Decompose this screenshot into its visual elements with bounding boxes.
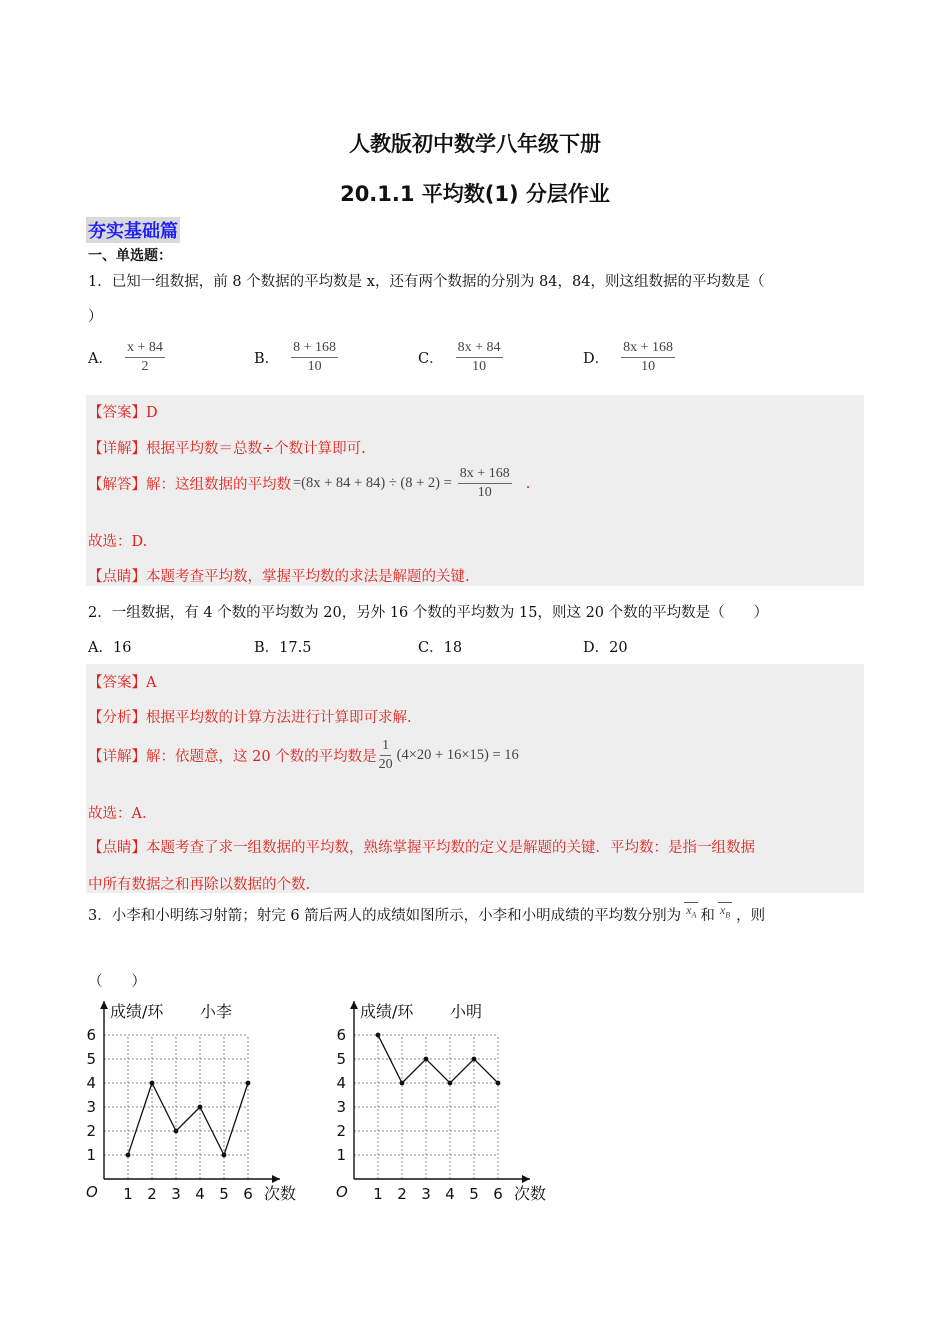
data-point — [496, 1081, 501, 1086]
q1-solution-prefix: 【解答】解：这组数据的平均数 — [88, 477, 291, 493]
x-tick-label: 1 — [123, 1185, 133, 1203]
q2-detail-prefix: 【详解】解：依题意，这 20 个数的平均数是 — [88, 749, 377, 765]
q1-option-fraction — [456, 340, 503, 375]
fraction-denominator: 10 — [472, 359, 487, 374]
q2-answer-box — [86, 664, 864, 893]
q2-choose: 故选：A. — [88, 806, 147, 822]
q3-and: 和 — [700, 908, 715, 924]
data-point — [246, 1081, 251, 1086]
section-heading: 夯实基础篇 — [86, 217, 180, 243]
x-tick-label: 4 — [195, 1185, 205, 1203]
q2-option-a: A．16 — [88, 640, 132, 656]
y-tick-label: 1 — [336, 1146, 346, 1164]
q1-option-c — [418, 340, 503, 375]
y-tick-label: 3 — [336, 1098, 346, 1116]
data-point — [448, 1081, 453, 1086]
fraction-denominator: 10 — [641, 359, 656, 374]
y-tick-label: 5 — [336, 1050, 346, 1068]
q1-option-label: A． — [88, 351, 113, 367]
q1-option-label: C． — [418, 351, 444, 367]
fraction-numerator: 8x + 168 — [458, 466, 512, 484]
q1-solution-expr: =(8x + 84 + 84) ÷ (8 + 2) = — [293, 475, 452, 491]
q2-detail — [88, 738, 519, 773]
x-tick-label: 2 — [397, 1185, 407, 1203]
q2-detail-fraction — [379, 738, 393, 773]
fraction-denominator: 10 — [477, 485, 492, 500]
section-subheading: 一、单选题： — [88, 248, 172, 264]
data-point — [222, 1153, 227, 1158]
x-tick-label: 5 — [469, 1185, 479, 1203]
q1-solution-end: . — [525, 475, 531, 492]
y-tick-label: 6 — [86, 1026, 96, 1044]
origin-label: O — [86, 1183, 98, 1201]
y-tick-label: 1 — [86, 1146, 96, 1164]
q1-text: 1．已知一组数据，前 8 个数据的平均数是 x，还有两个数据的分别为 84，84，则这组数据的平均数是（ — [88, 274, 765, 290]
q1-solution — [88, 466, 530, 501]
data-point — [472, 1057, 477, 1062]
q1-comment: 【点睛】本题考查平均数，掌握平均数的求法是解题的关键. — [88, 569, 470, 585]
x-tick-label: 3 — [421, 1185, 431, 1203]
data-point — [376, 1033, 381, 1038]
q3-mean-a — [684, 902, 698, 919]
x-tick-label: 4 — [445, 1185, 455, 1203]
q1-option-label: B． — [254, 351, 280, 367]
q2-comment-line1: 【点睛】本题考查了求一组数据的平均数，熟练掌握平均数的定义是解题的关键．平均数：是指一组数据 — [88, 840, 755, 856]
fraction-denominator: 2 — [141, 359, 149, 374]
q3-mean-a-symbol: x — [686, 902, 692, 917]
q2-text: 2．一组数据，有 4 个数的平均数为 20，另外 16 个数的平均数为 15，则这 20 个数的平均数是（ ） — [88, 605, 769, 621]
chart-title: 小明 — [450, 1002, 483, 1021]
q3-text-main: 3．小李和小明练习射箭；射完 6 箭后两人的成绩如图所示，小李和小明成绩的平均数分别为 — [88, 908, 682, 924]
data-point — [126, 1153, 131, 1158]
q1-text-cont: ） — [88, 309, 103, 325]
y-tick-label: 5 — [86, 1050, 96, 1068]
y-axis-label: 成绩/环 — [360, 1002, 414, 1021]
fraction-numerator: 8x + 84 — [456, 340, 503, 358]
q3-text — [88, 904, 765, 925]
q3-mean-b-symbol: x — [719, 902, 726, 917]
x-tick-label: 2 — [147, 1185, 157, 1203]
q2-analysis: 【分析】根据平均数的计算方法进行计算即可求解. — [88, 710, 412, 726]
x-axis-arrow — [272, 1175, 280, 1183]
y-tick-label: 4 — [86, 1074, 96, 1092]
y-tick-label: 6 — [336, 1026, 346, 1044]
x-tick-label: 6 — [243, 1185, 253, 1203]
q2-option-b: B．17.5 — [254, 640, 312, 656]
origin-label: O — [336, 1183, 348, 1201]
chart-title: 小李 — [200, 1002, 233, 1021]
chart-xiaoming — [330, 995, 570, 1210]
data-point — [424, 1057, 429, 1062]
data-point — [198, 1105, 203, 1110]
x-tick-label: 3 — [171, 1185, 181, 1203]
fraction-denominator: 10 — [307, 359, 322, 374]
fraction-denominator: 20 — [378, 757, 393, 772]
y-tick-label: 3 — [86, 1098, 96, 1116]
series-line — [128, 1083, 248, 1155]
x-tick-label: 6 — [493, 1185, 503, 1203]
y-axis-arrow — [100, 1001, 108, 1009]
q2-option-c: C．18 — [418, 640, 463, 656]
q3-mean-a-sub: A — [691, 910, 697, 919]
x-axis-label: 次数 — [264, 1184, 297, 1203]
q3-mean-b — [718, 902, 732, 919]
y-tick-label: 2 — [86, 1122, 96, 1140]
q3-paren: （ ） — [88, 974, 146, 990]
q1-option-d — [583, 340, 675, 375]
y-tick-label: 4 — [336, 1074, 346, 1092]
q1-answer: 【答案】D — [88, 405, 158, 421]
q1-option-label: D． — [583, 351, 610, 367]
data-point — [400, 1081, 405, 1086]
q3-then: ，则 — [736, 908, 766, 924]
fraction-numerator: 8 + 168 — [291, 340, 338, 358]
q1-detail: 【详解】根据平均数＝总数÷个数计算即可. — [88, 441, 366, 457]
q1-option-b — [254, 340, 338, 375]
data-point — [150, 1081, 155, 1086]
y-axis-arrow — [350, 1001, 358, 1009]
q1-option-a — [88, 340, 165, 375]
q2-comment-line2: 中所有数据之和再除以数据的个数. — [88, 877, 311, 893]
x-tick-label: 1 — [373, 1185, 383, 1203]
chart-xiaoli — [80, 995, 320, 1210]
q1-choose: 故选：D. — [88, 534, 148, 550]
x-tick-label: 5 — [219, 1185, 229, 1203]
data-point — [174, 1129, 179, 1134]
page-subtitle: 20.1.1 平均数(1) 分层作业 — [340, 182, 610, 206]
fraction-numerator: 1 — [380, 738, 391, 756]
q2-detail-expr: (4×20 + 16×15) = 16 — [396, 747, 519, 763]
q3-mean-b-sub: B — [725, 910, 731, 919]
fraction-numerator: 8x + 168 — [621, 340, 675, 358]
y-tick-label: 2 — [336, 1122, 346, 1140]
q1-option-fraction — [291, 340, 338, 375]
page-title: 人教版初中数学八年级下册 — [349, 132, 601, 156]
q2-option-d: D．20 — [583, 640, 628, 656]
x-axis-arrow — [522, 1175, 530, 1183]
q1-solution-fraction — [458, 466, 512, 501]
q1-option-fraction — [125, 340, 165, 375]
y-axis-label: 成绩/环 — [110, 1002, 164, 1021]
q2-answer: 【答案】A — [88, 675, 157, 691]
q1-option-fraction — [621, 340, 675, 375]
x-axis-label: 次数 — [514, 1184, 547, 1203]
fraction-numerator: x + 84 — [125, 340, 165, 358]
